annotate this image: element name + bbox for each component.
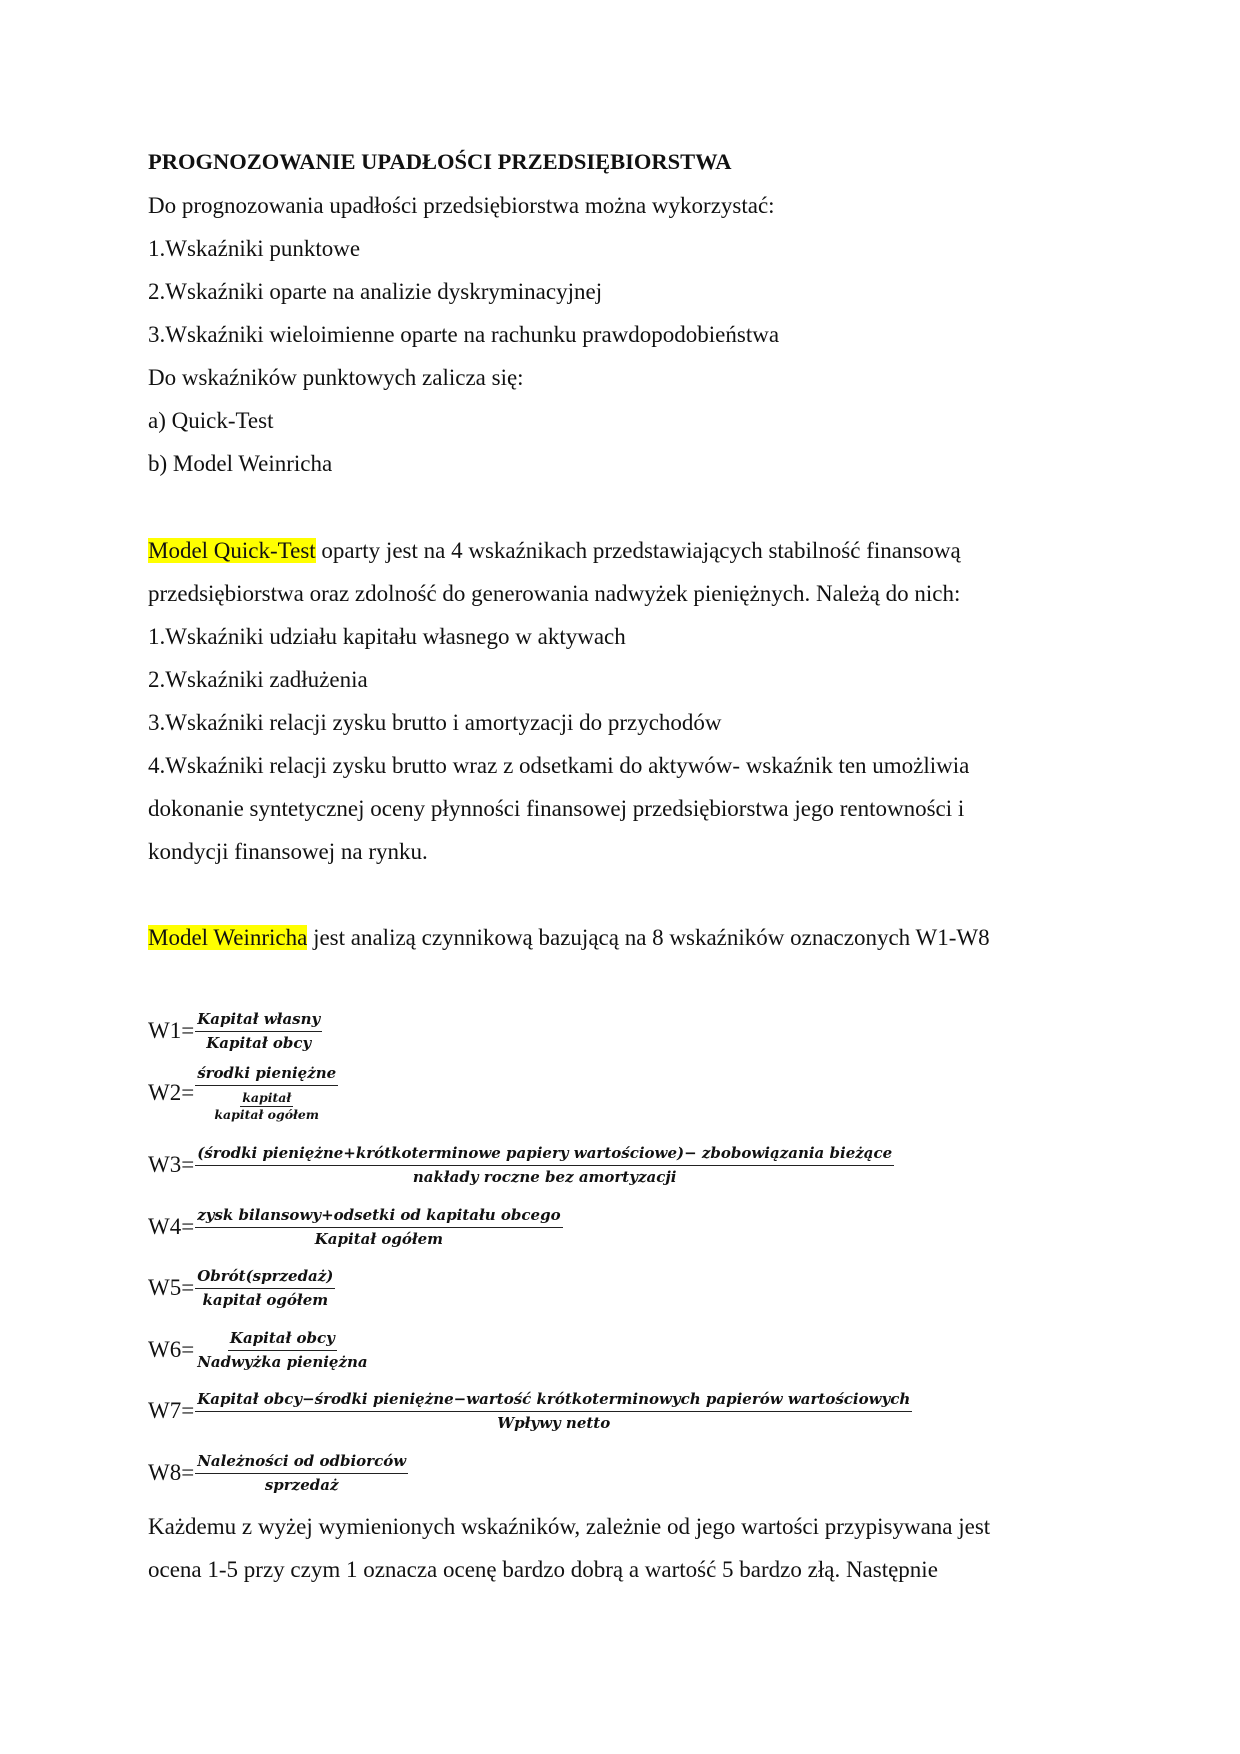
numerator: Obrót(sprzedaż) bbox=[195, 1267, 335, 1289]
denominator: nakłady roczne bez amortyzacji bbox=[412, 1167, 677, 1186]
quick-test-line: przedsiębiorstwa oraz zdolność do generowania nadwyżek pieniężnych. Należą do nich: bbox=[148, 581, 961, 606]
fraction bbox=[195, 1010, 322, 1053]
denominator: Kapitał ogółem bbox=[314, 1229, 444, 1248]
numerator: Kapitał obcy bbox=[228, 1329, 337, 1351]
point-item: a) Quick-Test bbox=[148, 408, 274, 433]
denominator: sprzedaż bbox=[264, 1475, 339, 1494]
formula-label: W3= bbox=[148, 1152, 195, 1177]
formula-w4 bbox=[148, 1204, 563, 1250]
nested-fraction bbox=[212, 1091, 321, 1122]
denominator: Wpływy netto bbox=[497, 1413, 611, 1432]
numerator: zysk bilansowy+odsetki od kapitału obcego bbox=[195, 1206, 562, 1228]
closing-line: ocena 1-5 przy czym 1 oznacza ocenę bardzo dobrą a wartość 5 bardzo złą. Następnie bbox=[148, 1557, 938, 1582]
formula-label: W8= bbox=[148, 1460, 195, 1485]
denominator bbox=[210, 1086, 323, 1122]
formula-label: W4= bbox=[148, 1214, 195, 1239]
quick-test-item: 3.Wskaźniki relacji zysku brutto i amortyzacji do przychodów bbox=[148, 710, 722, 735]
formula-label: W1= bbox=[148, 1018, 195, 1043]
formula-w7 bbox=[148, 1388, 912, 1434]
intro-paragraph: Do prognozowania upadłości przedsiębiorstwa można wykorzystać: bbox=[148, 193, 775, 218]
formula-w8 bbox=[148, 1450, 408, 1496]
formula-label: W6= bbox=[148, 1337, 195, 1362]
fraction bbox=[195, 1144, 894, 1187]
denominator: Nadwyżka pieniężna bbox=[197, 1352, 368, 1371]
numerator: Kapitał własny bbox=[195, 1010, 322, 1032]
nested-denominator: kapitał ogółem bbox=[214, 1107, 320, 1122]
quick-test-paragraph bbox=[148, 536, 961, 566]
denominator: Kapitał obcy bbox=[206, 1033, 312, 1052]
formula-w6 bbox=[148, 1327, 370, 1373]
quick-test-item: 2.Wskaźniki zadłużenia bbox=[148, 667, 368, 692]
formula-label: W7= bbox=[148, 1398, 195, 1423]
quick-test-item: dokonanie syntetycznej oceny płynności finansowej przedsiębiorstwa jego rentowności i bbox=[148, 796, 965, 821]
formula-w5 bbox=[148, 1265, 335, 1311]
denominator: kapitał ogółem bbox=[202, 1290, 329, 1309]
formula-w2 bbox=[148, 1064, 338, 1122]
weinrich-text: jest analizą czynnikową bazującą na 8 wskaźników oznaczonych W1-W8 bbox=[307, 925, 990, 950]
quick-test-highlight: Model Quick-Test bbox=[148, 538, 316, 563]
fraction bbox=[195, 1064, 338, 1122]
method-item: 3.Wskaźniki wieloimienne oparte na rachunku prawdopodobieństwa bbox=[148, 322, 780, 347]
quick-test-text: oparty jest na 4 wskaźnikach przedstawiających stabilność finansową bbox=[315, 538, 961, 563]
numerator: środki pieniężne bbox=[195, 1064, 338, 1086]
nested-numerator: kapitał bbox=[242, 1090, 292, 1105]
weinrich-paragraph bbox=[148, 923, 990, 953]
quick-test-item: 1.Wskaźniki udziału kapitału własnego w aktywach bbox=[148, 624, 626, 649]
formula-label: W2= bbox=[148, 1080, 195, 1105]
fraction bbox=[195, 1390, 912, 1433]
formula-w3 bbox=[148, 1142, 894, 1188]
quick-test-item: 4.Wskaźniki relacji zysku brutto wraz z odsetkami do aktywów- wskaźnik ten umożliwia bbox=[148, 753, 970, 778]
fraction bbox=[195, 1329, 369, 1372]
closing-line: Każdemu z wyżej wymienionych wskaźników, zależnie od jego wartości przypisywana jest bbox=[148, 1514, 991, 1539]
document-title: PROGNOZOWANIE UPADŁOŚCI PRZEDSIĘBIORSTWA bbox=[148, 149, 732, 174]
numerator: Kapitał obcy−środki pieniężne−wartość krótkoterminowych papierów wartościowych bbox=[195, 1390, 912, 1412]
quick-test-last-line: kondycji finansowej na rynku. bbox=[148, 839, 428, 864]
fraction bbox=[195, 1206, 562, 1249]
formula-w1 bbox=[148, 1008, 322, 1054]
numerator: (środki pieniężne+krótkoterminowe papiery wartościowe)− zbobowiązania bieżące bbox=[195, 1144, 894, 1166]
fraction bbox=[195, 1452, 408, 1495]
method-item: 2.Wskaźniki oparte na analizie dyskryminacyjnej bbox=[148, 279, 603, 304]
formula-label: W5= bbox=[148, 1275, 195, 1300]
fraction bbox=[195, 1267, 335, 1310]
point-intro: Do wskaźników punktowych zalicza się: bbox=[148, 365, 524, 390]
numerator: Należności od odbiorców bbox=[195, 1452, 408, 1474]
weinrich-highlight: Model Weinricha bbox=[148, 925, 308, 950]
method-item: 1.Wskaźniki punktowe bbox=[148, 236, 361, 261]
point-item: b) Model Weinricha bbox=[148, 451, 333, 476]
